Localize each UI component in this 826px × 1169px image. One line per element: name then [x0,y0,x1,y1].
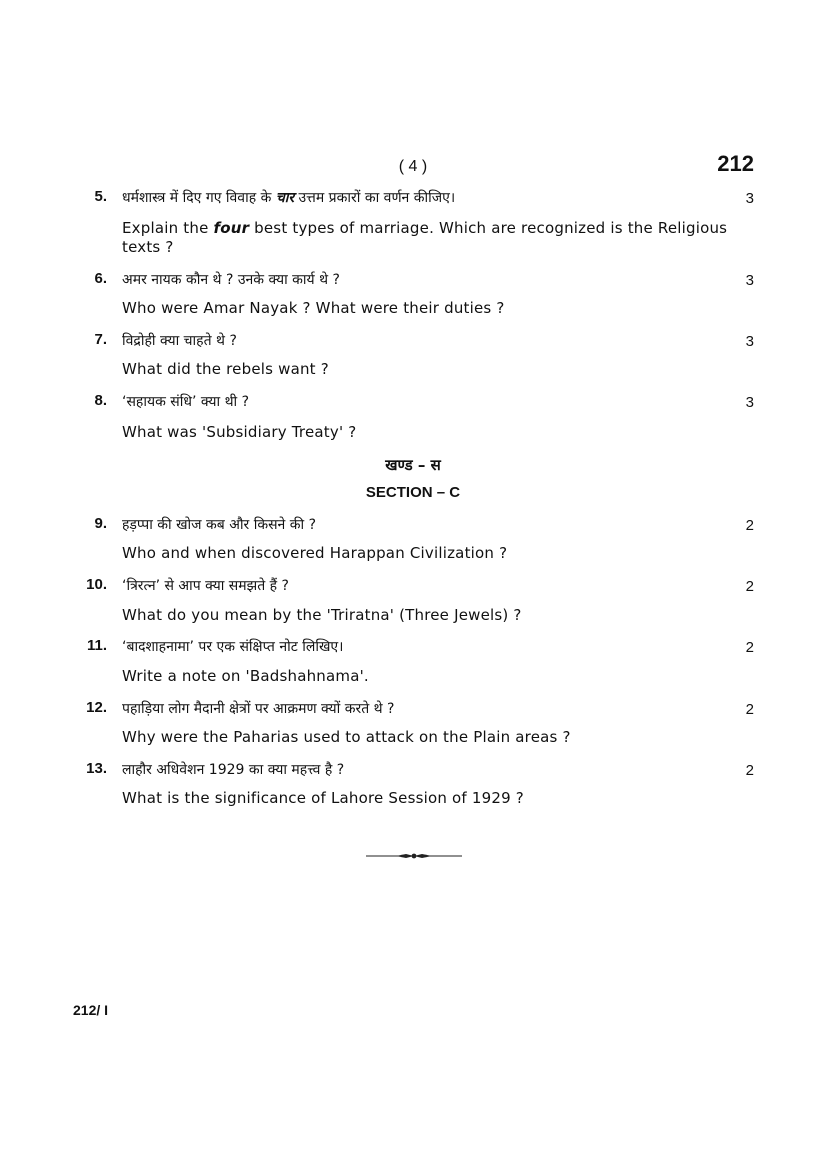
question-marks: 3 [745,394,754,411]
question-hindi-part: उत्तम प्रकारों का वर्णन कीजिए। [294,190,456,206]
question-english: What was 'Subsidiary Treaty' ? [122,423,357,441]
question-hindi-part: धर्मशास्त्र में दिए गए विवाह के [122,190,276,206]
question-hindi: लाहौर अधिवेशन 1929 का क्या महत्त्व है ? [122,762,345,778]
question-number: 6. [94,270,107,287]
question-marks: 3 [745,190,754,207]
question-5 [0,186,826,256]
question-hindi: ‘सहायक संधि’ क्या थी ? [122,394,250,410]
question-marks: 2 [745,762,754,779]
page-number: ( 4 ) [398,158,428,175]
question-english: What did the rebels want ? [122,360,329,378]
question-english: Who were Amar Nayak ? What were their duties ? [122,299,505,317]
question-hindi: विद्रोही क्या चाहते थे ? [122,333,237,349]
question-hindi: ‘बादशाहनामा’ पर एक संक्षिप्त नोट लिखिए। [122,639,344,655]
question-11 [0,635,826,685]
question-marks: 2 [745,639,754,656]
question-number: 9. [94,515,107,532]
question-number: 10. [86,576,107,593]
question-english-emphasis: four [213,219,250,237]
question-english-part: Explain the [122,219,214,237]
question-english-part: best types of marriage. Which are recognized is the Religious texts ? [122,219,728,256]
question-number: 5. [94,188,107,205]
question-10 [0,574,826,624]
question-number: 12. [86,699,107,716]
question-number: 8. [94,392,107,409]
question-hindi: अमर नायक कौन थे ? उनके क्या कार्य थे ? [122,272,340,288]
question-english [122,219,754,257]
question-marks: 2 [745,578,754,595]
question-english: Write a note on 'Badshahnama'. [122,667,369,685]
question-english: Who and when discovered Harappan Civilization ? [122,544,508,562]
question-hindi: हड़प्पा की खोज कब और किसने की ? [122,517,317,533]
question-9 [0,513,826,562]
question-marks: 3 [745,272,754,289]
footer-paper-code: 212/ I [73,1002,109,1018]
question-number: 13. [86,760,107,777]
question-marks: 3 [745,333,754,350]
question-number: 7. [94,331,107,348]
question-8 [0,390,826,441]
question-13 [0,758,826,807]
question-marks: 2 [745,517,754,534]
paper-code: 212 [717,151,754,176]
question-hindi: ‘त्रिरत्न’ से आप क्या समझते हैं ? [122,578,289,594]
question-number: 11. [86,637,107,654]
question-hindi [122,188,455,207]
question-english: What is the significance of Lahore Session of 1929 ? [122,789,524,807]
question-6 [0,268,826,317]
question-hindi-emphasis: चार [275,190,295,206]
question-12 [0,697,826,746]
section-heading-hindi: खण्ड – स [385,456,441,474]
question-english: What do you mean by the 'Triratna' (Three Jewels) ? [122,606,522,624]
end-of-paper-ornament [366,848,462,867]
question-english: Why were the Paharias used to attack on the Plain areas ? [122,728,571,746]
question-marks: 2 [745,701,754,718]
question-7 [0,329,826,378]
question-hindi: पहाड़िया लोग मैदानी क्षेत्रों पर आक्रमण क्यों करते थे ? [122,701,395,717]
section-heading-english: SECTION – C [365,484,461,501]
